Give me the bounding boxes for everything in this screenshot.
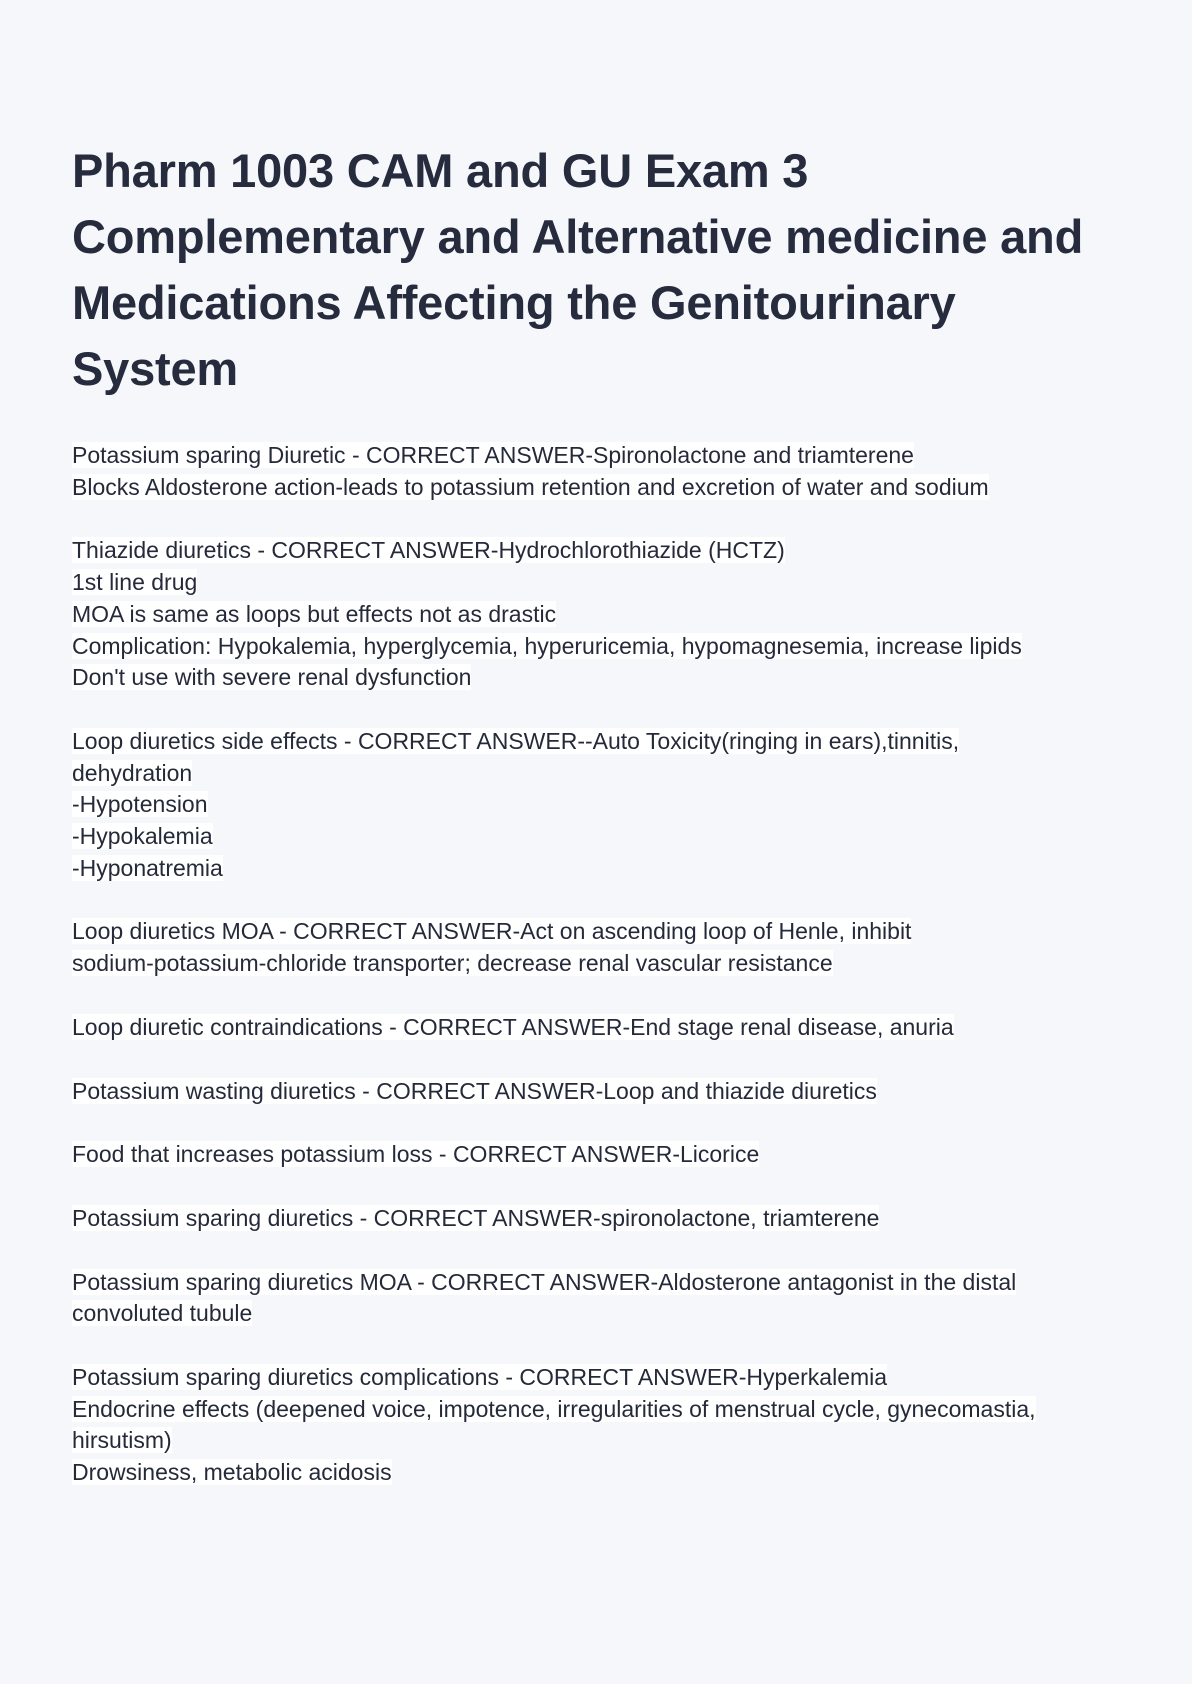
- entry-line: [72, 599, 1132, 631]
- entry-line: [72, 1012, 1132, 1044]
- entry-line: [72, 440, 1132, 472]
- flashcard-entry: [72, 1076, 1132, 1108]
- document-title: Pharm 1003 CAM and GU Exam 3 Complementary and Alternative medicine and Medications Affecting the Genitourinary System: [72, 144, 1084, 395]
- entry-line-text: Loop diuretics side effects - CORRECT ANSWER--Auto Toxicity(ringing in ears),tinnitis,: [72, 727, 960, 754]
- flashcard-list: [72, 440, 1132, 1489]
- entry-line: [72, 1457, 1132, 1489]
- entry-line: [72, 916, 1132, 948]
- entry-line: [72, 1425, 1132, 1457]
- entry-line: [72, 758, 1132, 790]
- entry-line: [72, 853, 1132, 885]
- flashcard-entry: [72, 1139, 1132, 1171]
- entry-line-text: Potassium wasting diuretics - CORRECT ANSWER-Loop and thiazide diuretics: [72, 1077, 877, 1104]
- entry-line-text: -Hypokalemia: [72, 823, 213, 850]
- entry-line-text: Potassium sparing diuretics - CORRECT ANSWER-spironolactone, triamterene: [72, 1204, 880, 1231]
- flashcard-entry: [72, 1362, 1132, 1489]
- entry-line-text: MOA is same as loops but effects not as drastic: [72, 600, 557, 627]
- entry-line: [72, 1267, 1132, 1299]
- entry-line: [72, 662, 1132, 694]
- flashcard-entry: [72, 1203, 1132, 1235]
- entry-line: [72, 1139, 1132, 1171]
- entry-line: [72, 789, 1132, 821]
- entry-line: [72, 948, 1132, 980]
- entry-line-text: Drowsiness, metabolic acidosis: [72, 1459, 392, 1486]
- entry-line-text: Don't use with severe renal dysfunction: [72, 664, 472, 691]
- entry-line: [72, 1362, 1132, 1394]
- flashcard-entry: [72, 535, 1132, 694]
- entry-line-text: Endocrine effects (deepened voice, impotence, irregularities of menstrual cycle, gynecomastia,: [72, 1395, 1036, 1422]
- entry-line-text: Potassium sparing Diuretic - CORRECT ANSWER-Spironolactone and triamterene: [72, 442, 914, 468]
- flashcard-entry: [72, 1267, 1132, 1330]
- entry-line: [72, 821, 1132, 853]
- flashcard-entry: [72, 1012, 1132, 1044]
- entry-line-text: Food that increases potassium loss - CORRECT ANSWER-Licorice: [72, 1141, 760, 1168]
- entry-line: [72, 567, 1132, 599]
- entry-line-text: Loop diuretics MOA - CORRECT ANSWER-Act on ascending loop of Henle, inhibit: [72, 918, 912, 945]
- entry-line-text: Potassium sparing diuretics complications - CORRECT ANSWER-Hyperkalemia: [72, 1364, 888, 1391]
- flashcard-entry: [72, 726, 1132, 885]
- entry-line: [72, 535, 1132, 567]
- entry-line: [72, 472, 1132, 504]
- entry-line-text: hirsutism): [72, 1427, 172, 1454]
- entry-line-text: Complication: Hypokalemia, hyperglycemia, hyperuricemia, hypomagnesemia, increase lipids: [72, 632, 1022, 659]
- entry-line-text: dehydration: [72, 759, 193, 786]
- entry-line-text: sodium-potassium-chloride transporter; decrease renal vascular resistance: [72, 950, 833, 977]
- entry-line-text: -Hyponatremia: [72, 854, 223, 881]
- entry-line: [72, 1298, 1132, 1330]
- flashcard-entry: [72, 916, 1132, 979]
- entry-line-text: Potassium sparing diuretics MOA - CORRECT ANSWER-Aldosterone antagonist in the distal: [72, 1268, 1017, 1295]
- entry-line-text: convoluted tubule: [72, 1300, 253, 1327]
- entry-line: [72, 631, 1132, 663]
- document-page: [72, 138, 1132, 1521]
- entry-line-text: 1st line drug: [72, 569, 198, 596]
- flashcard-entry: [72, 440, 1132, 503]
- entry-line: [72, 1203, 1132, 1235]
- entry-line: [72, 726, 1132, 758]
- entry-line-text: Loop diuretic contraindications - CORRECT ANSWER-End stage renal disease, anuria: [72, 1013, 954, 1040]
- entry-line: [72, 1076, 1132, 1108]
- entry-line-text: Blocks Aldosterone action-leads to potassium retention and excretion of water and sodium: [72, 473, 989, 500]
- entry-line: [72, 1394, 1132, 1426]
- entry-line-text: Thiazide diuretics - CORRECT ANSWER-Hydrochlorothiazide (HCTZ): [72, 537, 785, 564]
- entry-line-text: -Hypotension: [72, 791, 208, 818]
